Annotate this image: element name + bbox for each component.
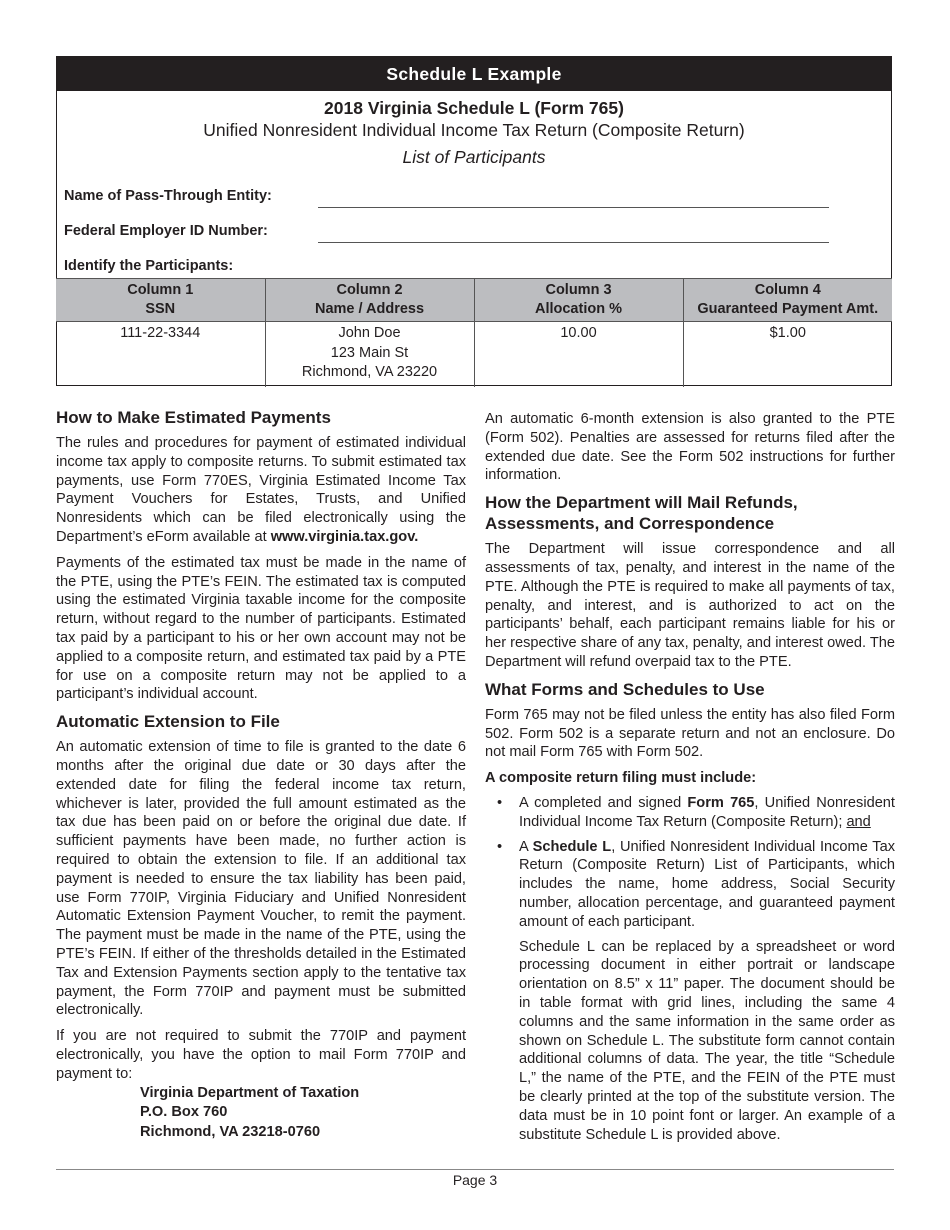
address-line-1: Virginia Department of Taxation — [140, 1084, 360, 1101]
automatic-extension-paragraph-2: If you are not required to submit the 770IP and payment electronically, you have the option to mail Form 770IP and payment to: — [56, 1028, 466, 1082]
mail-refunds-heading: How the Department will Mail Refunds, Assessments, and Correspondence — [485, 493, 798, 534]
forms-schedules-heading: What Forms and Schedules to Use — [485, 679, 765, 699]
schedule-l-example-box — [56, 56, 892, 386]
automatic-extension-heading: Automatic Extension to File — [56, 712, 280, 732]
mail-refunds-paragraph: The Department will issue correspondence and all assessments of tax, penalty, and interest in the name of the PTE. Although the PTE is required to make all payments of tax, penalty, and interest, and is authorized to act on the participants’ behalf, each participant remains liable for his or her respective share of any tax, penalty, and interest owed. The Department will refund overpaid tax to the PTE. — [485, 541, 895, 670]
estimated-payments-heading: How to Make Estimated Payments — [56, 408, 331, 427]
cell-ssn: 111-22-3344 — [56, 322, 265, 387]
identify-participants-label: Identify the Participants: — [64, 258, 234, 274]
participant-city: Richmond, VA 23220 — [301, 364, 438, 380]
participant-street: 123 Main St — [330, 344, 409, 361]
item-bold-text: Form 765 — [687, 794, 755, 811]
list-of-participants-label: List of Participants — [402, 147, 546, 167]
page-number: Page 3 — [452, 1172, 498, 1188]
composite-filing-subheading: A composite return filing must include: — [485, 770, 757, 787]
column-header-ssn — [56, 279, 265, 322]
form-title: 2018 Virginia Schedule L (Form 765) — [324, 98, 624, 118]
item-text: A — [519, 838, 533, 855]
participants-table — [56, 278, 892, 387]
column-number: Column 1 — [127, 282, 194, 298]
entity-name-field[interactable] — [318, 207, 829, 208]
footer-divider — [56, 1169, 894, 1170]
column-number: Column 3 — [545, 282, 612, 298]
column-header-name-address — [265, 279, 474, 322]
left-column — [56, 407, 466, 1142]
estimated-payments-paragraph-1 — [56, 434, 466, 547]
paragraph-text: The rules and procedures for payment of estimated individual income tax apply to composite returns. To submit estimated tax payments, use Form 770ES, Virginia Estimated Income Tax Payment Vouchers for Estates, Trusts, and Unified Nonresidents which can be filed electronically using the Department’s eForm available at — [56, 435, 466, 545]
cell-guaranteed-payment: $1.00 — [683, 322, 892, 387]
column-title: Allocation % — [534, 301, 622, 317]
mailing-address — [140, 1084, 466, 1143]
column-title: Name / Address — [314, 301, 425, 317]
list-item-form-765 — [485, 794, 895, 832]
bullet-icon: • — [497, 838, 503, 855]
substitute-schedule-note: Schedule L can be replaced by a spreadsheet or word processing document in either portrait or landscape orientation on 8.5” x 11” paper. The document should be in table format with grid lines, including the same 4 columns and the same information in the same order as shown on Schedule L. The substitute form cannot contain additional columns of data. The year, the title “Schedule L,” the name of the PTE, and the FEIN of the PTE must be clearly printed at the top of the substitute version. The data must be in 10 point font or larger. An example of a substitute Schedule L is provided above. — [519, 938, 895, 1143]
form-subtitle: Unified Nonresident Individual Income Tax Return (Composite Return) — [203, 120, 745, 140]
estimated-payments-paragraph-2: Payments of the estimated tax must be made in the name of the PTE, using the PTE’s FEIN. The estimated tax is computed using the estimated Virginia taxable income for the composite return, without regard to the number of participants. Estimated tax paid by a participant to his or her own account may not be applied to a composite return, and estimated tax paid by a PTE for use on a composite return may not be applied to a participant’s individual account. — [56, 554, 466, 703]
table-row — [56, 322, 892, 387]
column-title: Guaranteed Payment Amt. — [697, 301, 879, 317]
item-text: , Unified Nonresident Individual Income Tax Return (Composite Return) List of Participants, which includes the name, home address, Social Security number, allocation percentage, and guaranteed payment amount of each participant. — [519, 838, 895, 930]
column-title: SSN — [145, 301, 176, 317]
virginia-tax-link[interactable]: www.virginia.tax.gov. — [270, 528, 419, 545]
address-line-2: P.O. Box 760 — [140, 1104, 228, 1120]
participant-name: John Doe — [338, 325, 401, 341]
right-column — [485, 410, 895, 1151]
cell-name-address — [265, 322, 474, 387]
column-header-allocation — [474, 279, 683, 322]
address-line-3: Richmond, VA 23218-0760 — [140, 1123, 321, 1140]
table-header-row — [56, 279, 892, 322]
entity-name-label: Name of Pass-Through Entity: — [64, 188, 272, 204]
list-item-schedule-l — [485, 838, 895, 932]
column-header-guaranteed-payment — [683, 279, 892, 322]
bullet-icon: • — [497, 794, 503, 811]
example-title-bar: Schedule L Example — [57, 57, 891, 91]
extension-continued-paragraph: An automatic 6-month extension is also granted to the PTE (Form 502). Penalties are assessed for returns filed after the extended due date. See the Form 502 instructions for further information. — [485, 411, 895, 484]
filing-requirements-list — [485, 794, 895, 932]
item-text: , Unified Nonresident Individual Income Tax Return (Composite Return); — [519, 794, 895, 830]
forms-schedules-paragraph: Form 765 may not be filed unless the entity has also filed Form 502. Form 502 is a separate return and not an enclosure. Do not mail Form 765 with Form 502. — [485, 706, 895, 761]
cell-allocation: 10.00 — [474, 322, 683, 387]
column-number: Column 2 — [336, 282, 403, 298]
fein-field[interactable] — [318, 242, 829, 243]
item-bold-text: Schedule L — [532, 838, 612, 855]
item-underlined-text: and — [846, 813, 871, 830]
item-text: A completed and signed — [519, 794, 688, 811]
fein-label: Federal Employer ID Number: — [64, 223, 268, 239]
column-number: Column 4 — [754, 282, 821, 298]
automatic-extension-paragraph-1: An automatic extension of time to file is granted to the date 6 months after the original due date or 30 days after the extended date for filing the federal income tax return, whichever is later, provided the full amount estimated as the tax due has been paid on or before the original due date. If sufficient payments have been made, no further action is required to obtain the extension to file. If an additional tax payment is needed to ensure the tax liability has been paid, use Form 770IP, Virginia Fiduciary and Unified Nonresident Automatic Extension Payment Voucher, to remit the payment. The payment must be made in the name of the PTE, using the PTE’s FEIN. If either of the thresholds detailed in the Estimated Tax and Extension Payments section apply to the tentative tax payment, the Form 770IP and payment must be submitted electronically. — [56, 739, 466, 1019]
